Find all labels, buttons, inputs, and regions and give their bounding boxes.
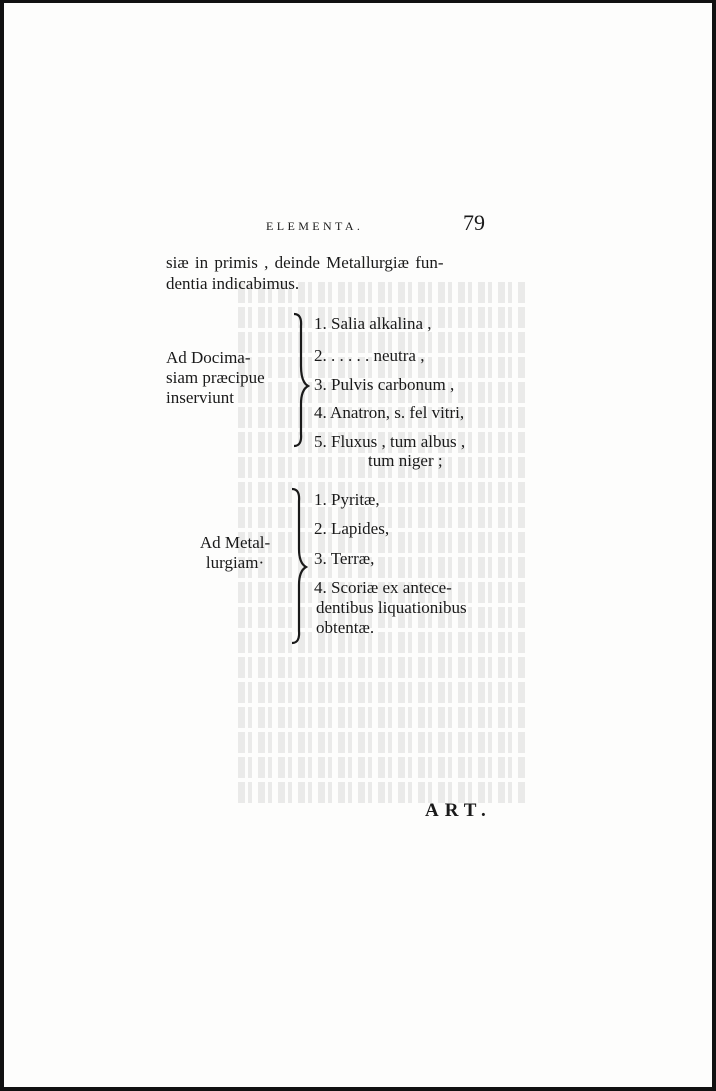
list-item: 3. Terræ, xyxy=(314,549,375,568)
catchword: ART. xyxy=(425,800,492,821)
list-item-continuation: tum niger ; xyxy=(368,451,443,470)
group-label-docimasia xyxy=(166,348,296,408)
list-item: 5. Fluxus , tum albus , xyxy=(314,432,466,451)
group-label-line: inserviunt xyxy=(166,388,234,407)
page-number: 79 xyxy=(463,210,485,235)
group-label-line: Ad Docima- xyxy=(166,348,251,367)
scan-edge-bottom xyxy=(0,1087,716,1091)
opening-line-2: dentia indicabimus. xyxy=(166,274,300,293)
running-head: ELEMENTA. xyxy=(266,219,364,233)
group-label-metallurgia xyxy=(180,533,290,573)
list-item-continuation: obtentæ. xyxy=(316,618,375,637)
brace-icon-group-2 xyxy=(284,487,308,645)
list-item-continuation: dentibus liquationibus xyxy=(316,598,467,617)
list-item: 1. Salia alkalina , xyxy=(314,314,432,333)
list-item: 2. . . . . . neutra , xyxy=(314,346,425,365)
scan-edge-right xyxy=(712,0,716,1091)
list-item: 2. Lapides, xyxy=(314,519,390,538)
book-page xyxy=(4,3,712,1087)
list-item: 3. Pulvis carbonum , xyxy=(314,375,455,394)
group-label-line: Ad Metal- xyxy=(199,533,271,552)
brace-icon-group-1 xyxy=(286,312,310,448)
list-item: 1. Pyritæ, xyxy=(314,490,380,509)
list-item: 4. Anatron, s. fel vitri, xyxy=(314,403,465,422)
list-item: 4. Scoriæ ex antece- xyxy=(314,578,452,597)
group-label-line: lurgiam· xyxy=(205,553,265,572)
opening-line-1: siæ in primis , deinde Metallurgiæ fun- xyxy=(166,253,444,272)
group-label-line: siam præcipue xyxy=(166,368,265,387)
